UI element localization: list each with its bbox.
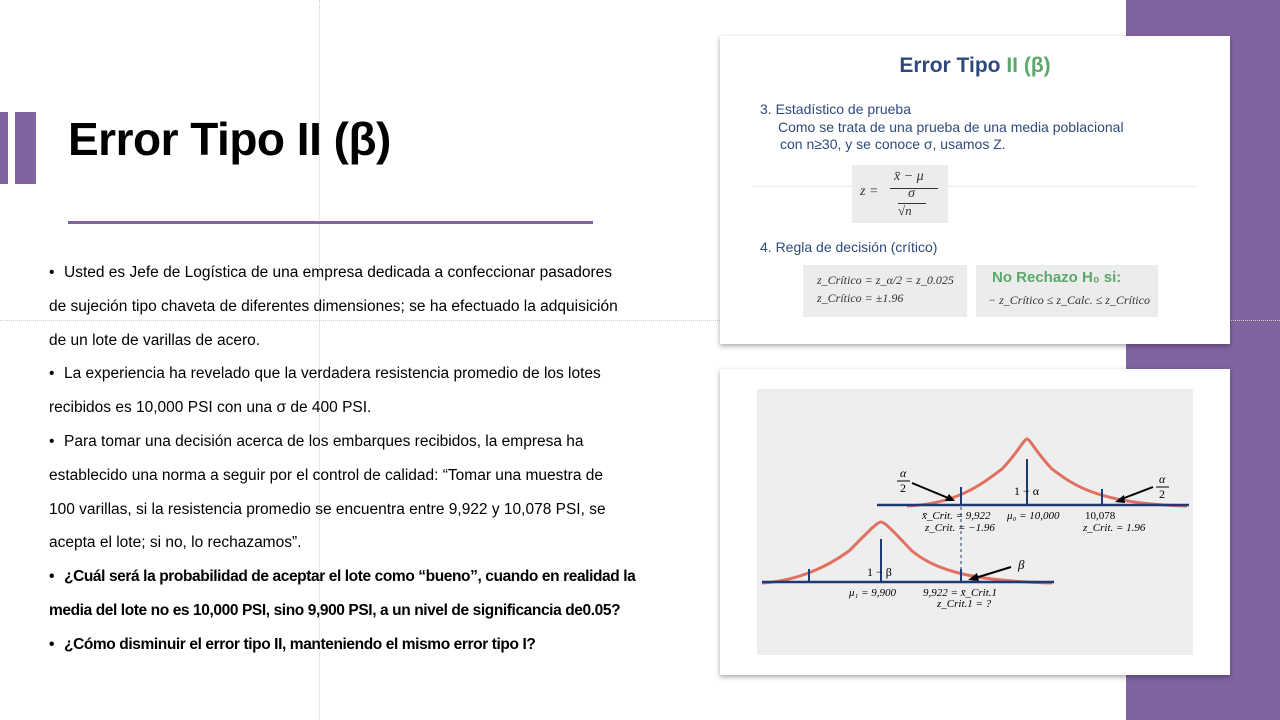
z-crit-b-label: z_Crit.1 = ? bbox=[937, 598, 992, 610]
one-minus-beta-label: 1 − β bbox=[867, 565, 892, 579]
alpha-left-arrow bbox=[912, 483, 953, 500]
formula-numerator: x̄ − μ bbox=[894, 169, 924, 184]
beta-error-diagram bbox=[757, 389, 1193, 655]
body-line-text: acepta el lote; si no, lo rechazamos”. bbox=[49, 534, 302, 552]
bullet-marker: • bbox=[49, 568, 55, 586]
card-separator bbox=[752, 186, 1198, 187]
step3-line1: Como se trata de una prueba de una media poblacional bbox=[778, 119, 1124, 135]
step3-line2: con n≥30, y se conoce σ, usamos Z. bbox=[780, 136, 1006, 152]
body-line bbox=[49, 391, 649, 425]
body-line bbox=[49, 628, 649, 662]
beta-label: β bbox=[1018, 557, 1025, 572]
alpha-half-left-num: α bbox=[900, 466, 907, 480]
x-crit-b-label: 9,922 = x̄_Crit.1 bbox=[923, 587, 998, 599]
slide-title: Error Tipo II (β) bbox=[68, 113, 391, 165]
body-line-text: Usted es Jefe de Logística de una empresa dedicada a confeccionar pasadores bbox=[64, 264, 613, 281]
slide-body bbox=[49, 256, 649, 662]
distribution-diagram-card bbox=[720, 369, 1230, 675]
z-formula bbox=[852, 165, 948, 223]
no-reject-title: No Rechazo H₀ si: bbox=[992, 269, 1122, 286]
test-statistic-card bbox=[720, 36, 1230, 344]
critical-value-box bbox=[803, 265, 967, 317]
body-line bbox=[49, 493, 649, 527]
critical-line2: z_Crítico = ±1.96 bbox=[817, 291, 904, 305]
question-line-text: media del lote no es 10,000 PSI, sino 9,900 PSI, a un nivel de significancia de0.05? bbox=[49, 601, 621, 619]
body-line bbox=[49, 425, 649, 459]
body-line bbox=[49, 526, 649, 560]
body-line-text: de sujeción tipo chaveta de diferentes dimensiones; se ha efectuado la adquisición bbox=[49, 297, 618, 315]
body-line-text: establecido una norma a seguir por el control de calidad: “Tomar una muestra de bbox=[49, 466, 604, 484]
step4-title: 4. Regla de decisión (crítico) bbox=[760, 239, 938, 255]
x-crit-high-label: 10,078 bbox=[1085, 510, 1116, 522]
x-crit-low-label: x̄_Crit. = 9,922 bbox=[922, 510, 991, 522]
alternative-distribution-curve bbox=[762, 522, 1052, 583]
body-line-text: recibidos es 10,000 PSI con una σ de 400 PSI. bbox=[49, 399, 372, 417]
bullet-marker: • bbox=[49, 365, 55, 383]
formula-sqrt-n: √n bbox=[898, 203, 912, 218]
bullet-marker: • bbox=[49, 264, 55, 281]
body-line-text: 100 varillas, si la resistencia promedio se encuentra entre 9,922 y 10,078 PSI, se bbox=[49, 500, 606, 518]
card-title-main: Error Tipo bbox=[899, 54, 1007, 77]
bullet-marker: • bbox=[49, 635, 55, 653]
title-underline bbox=[68, 221, 593, 224]
question-line-text: ¿Cuál será la probabilidad de aceptar el lote como “bueno”, cuando en realidad la bbox=[64, 568, 636, 586]
title-accent-bar-thick bbox=[15, 112, 36, 184]
body-line-text: de un lote de varillas de acero. bbox=[49, 331, 261, 349]
no-reject-rule-box bbox=[976, 265, 1158, 317]
formula-z-label: z = bbox=[860, 184, 879, 199]
mu1-label: μ₁ = 9,900 bbox=[849, 587, 897, 599]
z-crit-low-label: z_Crit. = −1.96 bbox=[925, 522, 995, 534]
card-title bbox=[720, 54, 1230, 78]
diagram-background bbox=[757, 389, 1193, 655]
step3-title: 3. Estadístico de prueba bbox=[760, 101, 911, 117]
body-line bbox=[49, 357, 649, 391]
bullet-marker: • bbox=[49, 432, 55, 450]
card-title-green: II (β) bbox=[1006, 54, 1051, 77]
question-line-text: ¿Cómo disminuir el error tipo II, manteniendo el mismo error tipo I? bbox=[64, 635, 536, 653]
body-line-text: Para tomar una decisión acerca de los embarques recibidos, la empresa ha bbox=[64, 432, 584, 450]
body-line bbox=[49, 594, 649, 628]
alpha-half-right-num: α bbox=[1159, 472, 1166, 486]
alpha-half-right-den: 2 bbox=[1159, 487, 1165, 501]
body-line bbox=[49, 324, 649, 358]
body-line bbox=[49, 560, 649, 594]
no-reject-rule: − z_Crítico ≤ z_Calc. ≤ z_Crítico bbox=[988, 293, 1150, 307]
mu0-label: μ₀ = 10,000 bbox=[1007, 510, 1060, 522]
formula-sigma: σ bbox=[908, 186, 915, 201]
critical-line1: z_Crítico = z_α/2 = z_0.025 bbox=[817, 273, 954, 287]
body-line-text: La experiencia ha revelado que la verdadera resistencia promedio de los lotes bbox=[64, 365, 601, 383]
body-line bbox=[49, 290, 649, 324]
alpha-half-left-den: 2 bbox=[900, 481, 906, 495]
one-minus-alpha-label: 1 − α bbox=[1014, 484, 1040, 498]
body-line bbox=[49, 256, 649, 290]
z-crit-high-label: z_Crit. = 1.96 bbox=[1083, 522, 1146, 534]
body-line bbox=[49, 459, 649, 493]
title-accent-bar-thin bbox=[0, 112, 8, 184]
